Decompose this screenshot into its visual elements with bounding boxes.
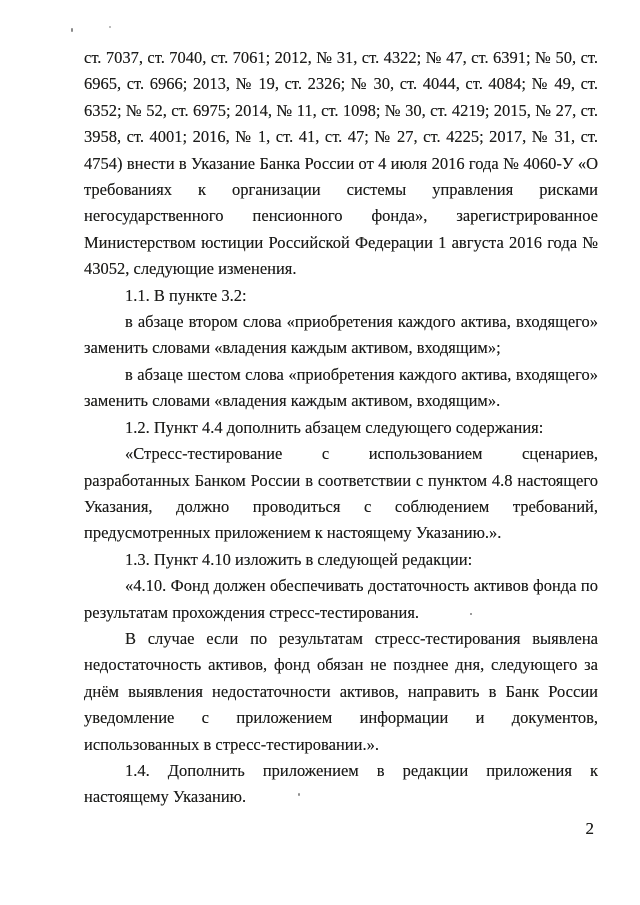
scan-speck xyxy=(109,26,111,28)
paragraph-continuation: ст. 7037, ст. 7040, ст. 7061; 2012, № 31, ст. 4322; № 47, ст. 6391; № 50, ст. 6965, ст. 6966; 2013, № 19, ст. 2326; № 30, ст. 4044, ст. 4084; № 49, ст. 6352; № 52, ст. 6975; 2014, № 11, ст. 1098; № 30, ст. 4219; 2015, № 27, ст. 3958, ст. 4001; 2016, № 1, ст. 41, ст. 47; № 27, ст. 4225; 2017, № 31, ст. 4754) внести в Указание Банка России от 4 июля 2016 года № 4060-У «О требованиях к организации системы управления рисками негосударственного пенсионного фонда», зарегистрированное Министерством юстиции Российской Федерации 1 августа 2016 года № 43052, следующие изменения. xyxy=(84,48,598,279)
paragraph-4-10: «4.10. Фонд должен обеспечивать достаточность активов фонда по результатам прохождения стресс-тестирования. xyxy=(84,576,598,622)
paragraph-1-1: 1.1. В пункте 3.2: xyxy=(125,285,247,305)
paragraph-amendment-sixth: в абзаце шестом слова «приобретения каждого актива, входящего» заменить словами «владения каждым активом, входящим». xyxy=(84,364,598,411)
document-text-block xyxy=(84,45,598,811)
paragraph-1-4: 1.4. Дополнить приложением в редакции приложения к настоящему Указанию. xyxy=(84,760,598,807)
paragraph-insufficiency-notice: В случае если по результатам стресс-тестирования выявлена недостаточность активов, фонд обязан не позднее дня, следующего за днём выявления недостаточности активов, направить в Банк России уведомление с приложением информации и документов, использованных в стресс-тестировании.». xyxy=(84,628,598,754)
paragraph-amendment-second: в абзаце втором слова «приобретения каждого актива, входящего» заменить словами «владения каждым активом, входящим»; xyxy=(84,312,598,358)
paragraph-1-2: 1.2. Пункт 4.4 дополнить абзацем следующего содержания: xyxy=(125,417,544,437)
page-number: 2 xyxy=(585,819,594,838)
paragraph-1-3: 1.3. Пункт 4.10 изложить в следующей редакции: xyxy=(125,549,473,569)
scan-speck xyxy=(71,28,73,32)
paragraph-stress-testing: «Стресс-тестирование с использованием сценариев, разработанных Банком России в соответствии с пунктом 4.8 настоящего Указания, должно проводиться с соблюдением требований, предусмотренных приложением к настоящему Указанию.». xyxy=(84,444,598,543)
